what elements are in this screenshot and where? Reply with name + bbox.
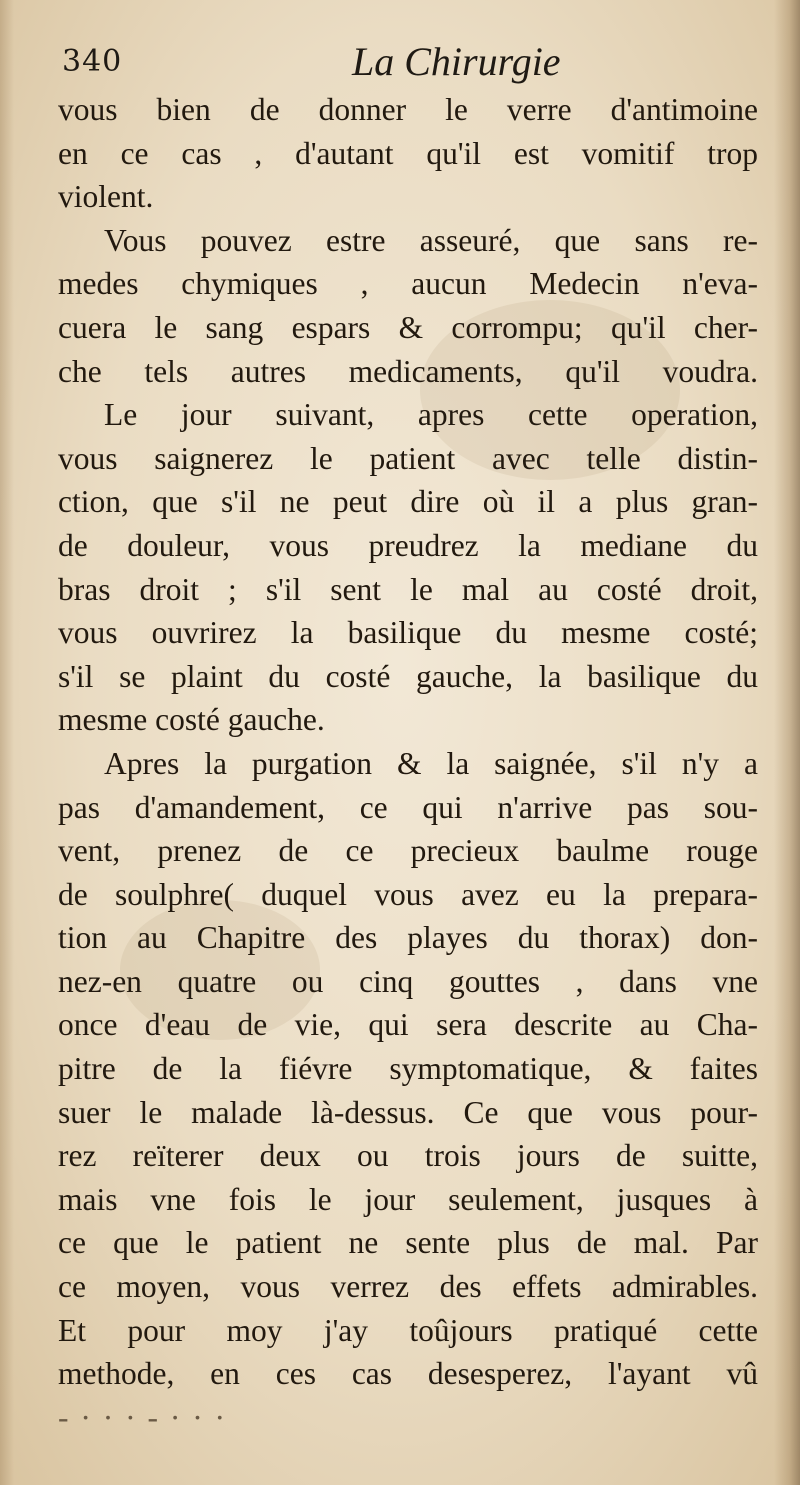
text-line: vous bien de donner le verre d'antimoine <box>58 92 758 127</box>
text-line: tion au Chapitre des playes du thorax) don- <box>58 920 758 956</box>
text-line: Le jour suivant, apres cette operation, <box>104 397 758 433</box>
text-line: ce moyen, vous verrez des effets admirables. <box>58 1269 758 1305</box>
text-line: pitre de la fiévre symptomatique, & faites <box>58 1051 758 1087</box>
page-number: 340 <box>62 44 123 79</box>
text-line: s'il se plaint du costé gauche, la basilique du <box>58 658 758 694</box>
text-line: mais vne fois le jour seulement, jusques à <box>58 1181 758 1217</box>
text-line: rez reïterer deux ou trois jours de suitte, <box>58 1138 758 1174</box>
text-line: methode, en ces cas desesperez, l'ayant vû <box>58 1356 758 1392</box>
text-line: Apres la purgation & la saignée, s'il n'y a <box>104 745 758 781</box>
cut-off-line-fragment: - · · · - · · · <box>58 1399 228 1435</box>
running-title: La Chirurgie <box>352 39 561 84</box>
text-line: de douleur, vous preudrez la mediane du <box>58 527 758 563</box>
text-line: nez-en quatre ou cinq gouttes , dans vne <box>58 963 758 999</box>
text-line: pas d'amandement, ce qui n'arrive pas sou- <box>58 789 758 825</box>
text-line: medes chymiques , aucun Medecin n'eva- <box>58 266 758 302</box>
text-line: ction, que s'il ne peut dire où il a plus gran- <box>58 484 758 520</box>
text-line: che tels autres medicaments, qu'il voudra. <box>58 353 758 389</box>
text-line: vent, prenez de ce precieux baulme rouge <box>58 833 758 869</box>
body-text <box>58 88 758 1435</box>
text-line: ce que le patient ne sente plus de mal. Par <box>58 1225 758 1261</box>
text-line: en ce cas , d'autant qu'il est vomitif trop <box>58 135 758 171</box>
text-line: vous ouvrirez la basilique du mesme costé; <box>58 615 758 651</box>
text-line: vous saignerez le patient avec telle distin- <box>58 440 758 476</box>
text-line: de soulphre( duquel vous avez eu la prepara- <box>58 876 758 912</box>
text-line: mesme costé gauche. <box>58 702 325 738</box>
page-header <box>62 38 752 94</box>
page-right-edge <box>774 0 800 1485</box>
text-line: violent. <box>58 179 154 215</box>
text-line: Vous pouvez estre asseuré, que sans re- <box>104 222 758 258</box>
text-line: Et pour moy j'ay toûjours pratiqué cette <box>58 1312 758 1348</box>
text-line: once d'eau de vie, qui sera descrite au Cha- <box>58 1007 758 1043</box>
text-line: bras droit ; s'il sent le mal au costé droit, <box>58 571 758 607</box>
page-left-shadow <box>0 0 14 1485</box>
text-line: suer le malade là-dessus. Ce que vous pour- <box>58 1094 758 1130</box>
text-line: cuera le sang espars & corrompu; qu'il cher- <box>58 309 758 345</box>
